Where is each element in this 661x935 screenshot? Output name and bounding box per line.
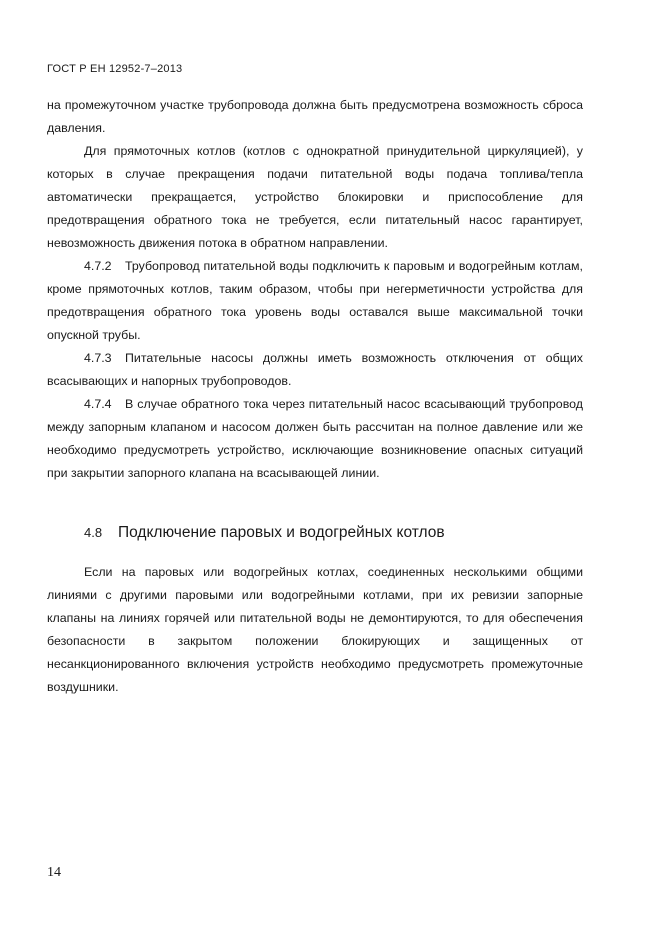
clause-4-7-4 bbox=[47, 393, 583, 485]
section-heading bbox=[84, 521, 445, 545]
paragraph-once-through-boilers: Для прямоточных котлов (котлов с однократной принудительной циркуляцией), у которых в случае прекращения подачи питательной воды подача топлива/тепла автоматически прекращается, устройство блокировки и приспособление для предотвращения обратного тока не требуется, если питательный насос гарантирует, невозможность движения потока в обратном направлении. bbox=[47, 144, 583, 250]
clause-number: 4.7.3 bbox=[84, 351, 112, 365]
section-number: 4.8 bbox=[84, 525, 103, 540]
clause-4-7-3 bbox=[47, 347, 583, 393]
standard-header: ГОСТ Р ЕН 12952-7–2013 bbox=[47, 63, 183, 75]
clause-text: Питательные насосы должны иметь возможность отключения от общих всасывающих и напорных трубопроводов. bbox=[47, 351, 583, 388]
clause-text: Трубопровод питательной воды подключить к паровым и водогрейным котлам, кроме прямоточных котлов, таким образом, чтобы при негерметичности устройства для предотвращения обратного тока уровень воды оставался выше максимальной точки опускной трубы. bbox=[47, 259, 583, 342]
clause-number: 4.7.2 bbox=[84, 259, 112, 273]
page-number: 14 bbox=[47, 865, 61, 880]
clause-4-7-2 bbox=[47, 255, 583, 347]
paragraph-continuation: на промежуточном участке трубопровода должна быть предусмотрена возможность сброса давления. bbox=[47, 98, 583, 135]
section-title: Подключение паровых и водогрейных котлов bbox=[118, 524, 445, 541]
section-paragraph: Если на паровых или водогрейных котлах, соединенных несколькими общими линиями с другими паровыми или водогрейными котлами, при их ревизии запорные клапаны на линиях горячей или питательной воды не демонтируются, то для обеспечения безопасности в закрытом положении блокирующих и защищенных от несанкционированного включения устройств необходимо предусмотреть промежуточные воздушники. bbox=[47, 565, 583, 694]
clause-text: В случае обратного тока через питательный насос всасывающий трубопровод между запорным клапаном и насосом должен быть рассчитан на полное давление или же необходимо предусмотреть устройство, исключающие возникновение опасных ситуаций при закрытии запорного клапана на всасывающей линии. bbox=[47, 397, 583, 480]
clause-number: 4.7.4 bbox=[84, 397, 112, 411]
